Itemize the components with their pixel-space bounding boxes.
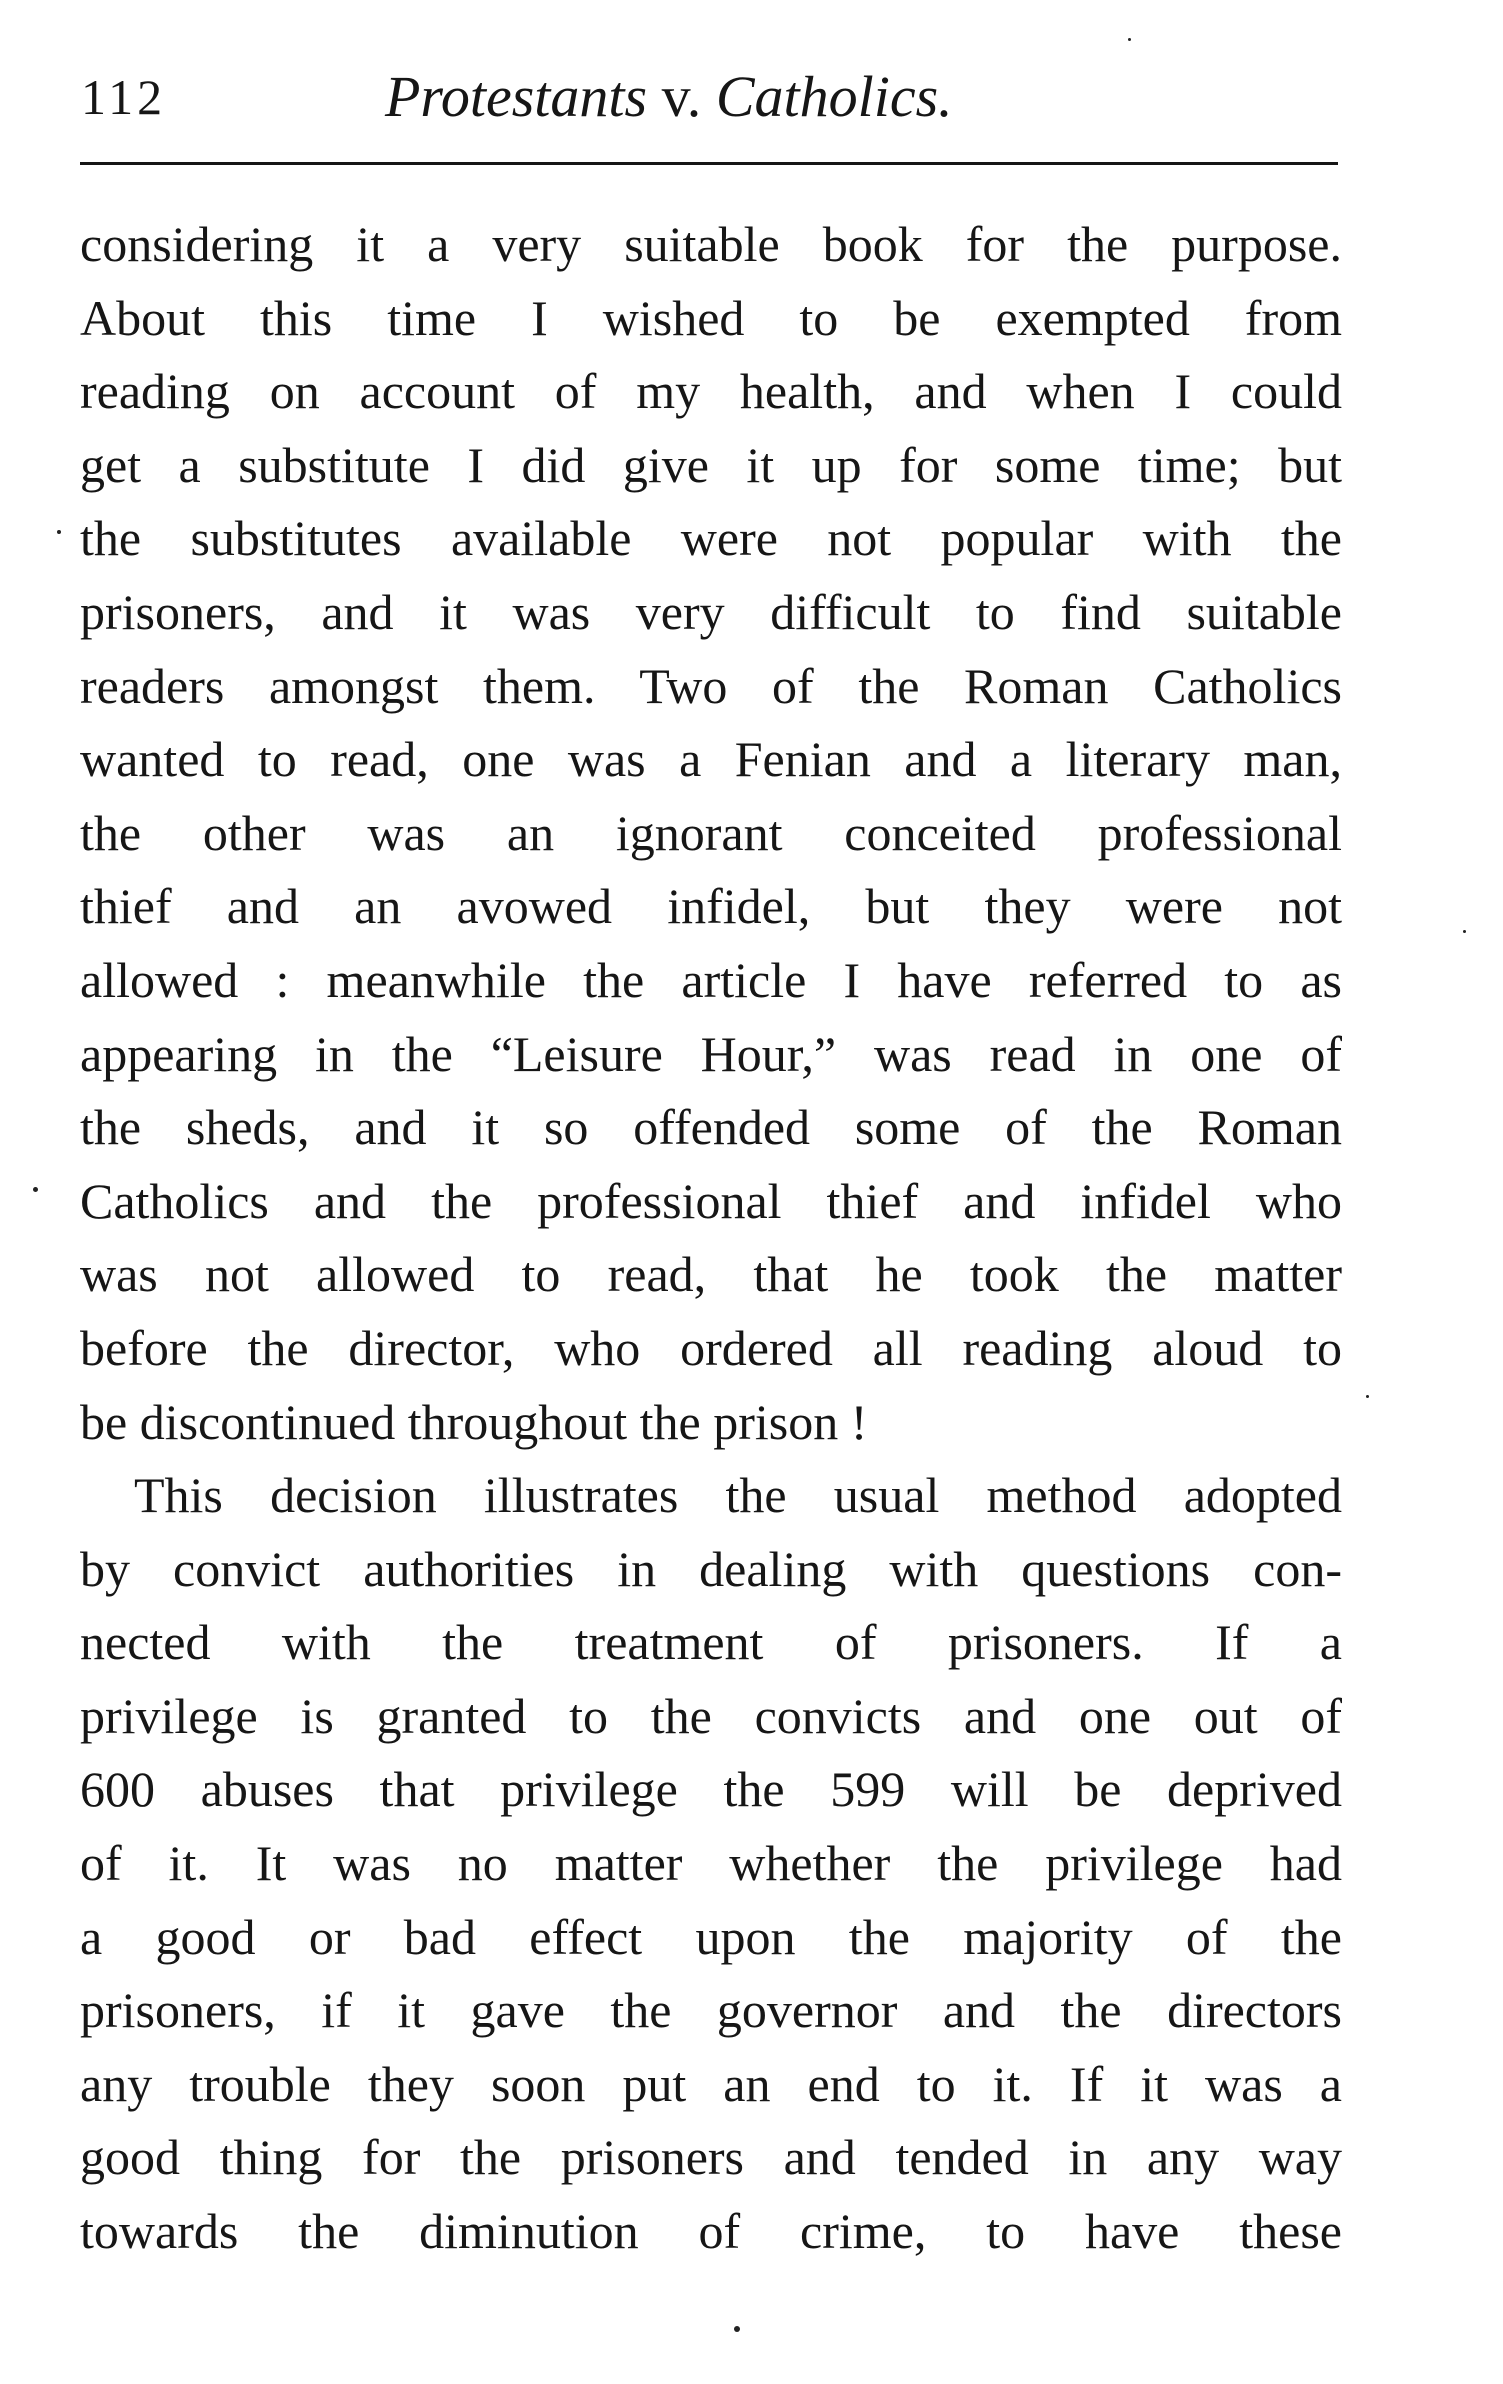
text-line: any trouble they soon put an end to it. If it was a (80, 2055, 1342, 2112)
text-line: reading on account of my health, and when I could (80, 363, 1342, 420)
print-speck (33, 1187, 38, 1192)
text-line: thief and an avowed infidel, but they were not (80, 878, 1342, 935)
text-line: the other was an ignorant conceited professional (80, 804, 1342, 861)
text-line: by convict authorities in dealing with questions con- (80, 1540, 1342, 1597)
print-speck (734, 2326, 740, 2332)
text-line: 600 abuses that privilege the 599 will be deprived (80, 1761, 1342, 1818)
text-line: Catholics and the professional thief and infidel who (80, 1172, 1342, 1229)
running-head-part1: Protestants (385, 64, 648, 129)
text-line: was not allowed to read, that he took the matter (80, 1246, 1342, 1303)
print-speck (57, 530, 61, 534)
text-line: before the director, who ordered all reading aloud to (80, 1319, 1342, 1376)
text-line: prisoners, if it gave the governor and the directors (80, 1982, 1342, 2039)
text-line: of it. It was no matter whether the privilege had (80, 1835, 1342, 1892)
text-line: towards the diminution of crime, to have these (80, 2203, 1342, 2260)
text-line: nected with the treatment of prisoners. If a (80, 1614, 1342, 1671)
text-line: wanted to read, one was a Fenian and a literary man, (80, 731, 1342, 788)
body-text (80, 208, 1342, 2269)
text-line: good thing for the prisoners and tended in any way (80, 2129, 1342, 2186)
text-line: the sheds, and it so offended some of the Roman (80, 1099, 1342, 1156)
print-speck (1463, 930, 1466, 933)
running-head-part2: Catholics. (715, 64, 953, 129)
text-line: be discontinued throughout the prison ! (80, 1393, 868, 1450)
print-speck (1366, 1395, 1369, 1398)
text-line: This decision illustrates the usual method adopted (134, 1467, 1342, 1524)
text-line: get a substitute I did give it up for some time; but (80, 436, 1342, 493)
text-line: considering it a very suitable book for the purpose. (80, 216, 1342, 272)
text-line: a good or bad effect upon the majority of the (80, 1908, 1342, 1965)
page-number: 112 (81, 69, 167, 125)
text-line: About this time I wished to be exempted from (80, 289, 1342, 346)
text-line: the substitutes available were not popular with the (80, 510, 1342, 567)
text-line: prisoners, and it was very difficult to find suitable (80, 583, 1342, 640)
text-line: allowed : meanwhile the article I have referred to as (80, 951, 1342, 1008)
running-head-versus: v. (661, 64, 702, 129)
print-speck (1128, 38, 1131, 41)
text-line: appearing in the “Leisure Hour,” was read in one of (80, 1025, 1342, 1082)
running-head (385, 64, 953, 129)
header-rule (80, 162, 1338, 165)
text-line: privilege is granted to the convicts and one out of (80, 1687, 1342, 1744)
text-line: readers amongst them. Two of the Roman Catholics (80, 657, 1342, 714)
